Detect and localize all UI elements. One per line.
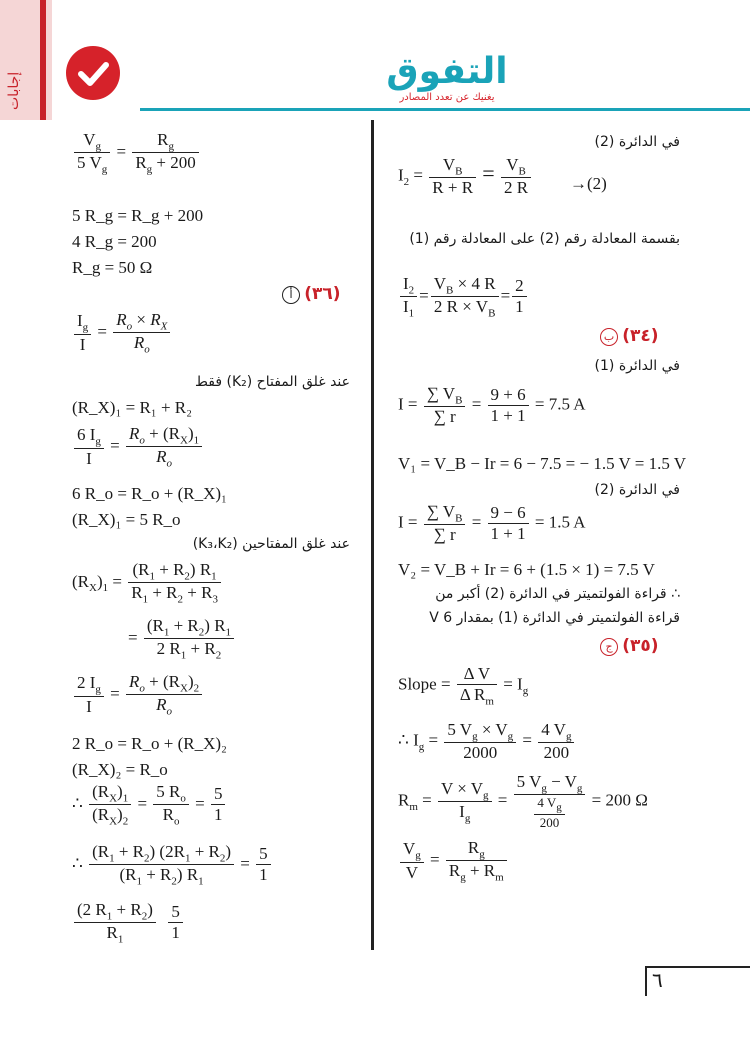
eq-rg3: R_g = 50 Ω (72, 258, 153, 277)
eq-vg-v: $\frac{V_g}{V}$ = $\frac{R_g}{R_g + R_m}$ (398, 838, 509, 884)
eq-r-ratio: ∴ $\frac{(R_1 + R_2) (2R_1 + R_2)}{(R_1 + R_2) R_1}$ = $\frac{5}{1}$ (72, 842, 273, 888)
q36-number: (٣٦) (304, 284, 341, 304)
header-rule (140, 108, 750, 111)
eq-current1: I = $\frac{\sum V_B}{\sum r}$ = $\frac{9 + 6}{1 + 1}$ = 7.5 A (398, 384, 586, 427)
logo-tagline: يغنيك عن تعدد المصادر (399, 92, 495, 103)
eq-rx1: (R_X)₁ = R₁ + R₂ (72, 398, 193, 417)
eq-2ig: $\frac{2 I_g}{I}$ = $\frac{R_o + (R_X)_2}{R_o}$ (72, 672, 204, 718)
eq-6ig: $\frac{6 I_g}{I}$ = $\frac{R_o + (R_X)_1}{R_o}$ (72, 424, 204, 470)
eq-rx-ratio: ∴ $\frac{(R_X)_1}{(R_X)_2}$ = $\frac{5 R_o}{R_o}$ = $\frac{5}{1}$ (72, 782, 227, 828)
eq-current2: I = $\frac{\sum V_B}{\sum r}$ = $\frac{9 - 6}{1 + 1}$ = 1.5 A (398, 502, 586, 545)
q35-number: (٣٥) (622, 636, 659, 656)
eq-final: $\frac{(2 R_1 + R_2)}{R_1}$ $\frac{5}{1}$ (72, 900, 185, 946)
page-number: ٦ (652, 968, 663, 992)
eq-rg1: 5 R_g = R_g + 200 (72, 206, 204, 225)
eq-ro4: (R_X)₂ = R_o (72, 760, 168, 779)
eq-ratio: $\frac{I_2}{I_1}$ = $\frac{V_B \times 4 R}{2 R \times V_B}$ = $\frac{2}{1}$ (398, 274, 529, 320)
logo-title: التفوق (386, 51, 508, 92)
q34-option: ب (600, 328, 618, 346)
q34-number: (٣٤) (622, 326, 659, 346)
eq-ig: ∴ $I_g$ = $\frac{5 V_g \times V_g}{2000}$ = $\frac{4 V_g}{200}$ (398, 720, 576, 763)
eq-v1: V₁ = V_B − Ir = 6 − 7.5 = − 1.5 V = 1.5 V (398, 454, 687, 473)
k2-note: عند غلق المفتاح (K₂) فقط (194, 374, 350, 390)
eq-slope: Slope = $\frac{\text{Δ V}}{\Delta R_m}$ = $I_g$ (398, 664, 529, 708)
eq-v2: V₂ = V_B + Ir = 6 + (1.5 × 1) = 7.5 V (398, 560, 655, 579)
divide-note: بقسمة المعادلة رقم (2) على المعادلة رقم (1) (409, 231, 680, 247)
check-icon (66, 46, 120, 100)
eq-ro3: 2 R_o = R_o + (R_X)₂ (72, 734, 227, 753)
q34-heading (600, 326, 659, 346)
circuit1-label: في الدائرة (1) (594, 358, 680, 374)
eq-rx1-simplified: = $\frac{(R_1 + R_2) R_1}{2 R_1 + R_2}$ (128, 616, 236, 662)
q36-option: أ (282, 286, 300, 304)
eq-ig-i: $\frac{I_g}{I}$ = $\frac{R_o \times R_X}{R_o}$ (72, 310, 172, 356)
eq-rg2: 4 R_g = 200 (72, 232, 157, 251)
q35-heading (600, 636, 659, 656)
eq-rx1-full: $(R_X)_1$ = $\frac{(R_1 + R_2) R_1}{R_1 + R_2 + R_3}$ (72, 560, 223, 606)
q36-heading (282, 284, 341, 304)
conclusion-line2: قراءة الفولتميتر في الدائرة (1) بمقدار 6 V (429, 610, 680, 626)
footer-rule-vertical (645, 966, 647, 996)
conclusion-line1: ∴ قراءة الفولتميتر في الدائرة (2) أكبر من (435, 586, 680, 602)
eq-i2: $I_2$ = $\frac{V_B}{R + R}$ = $\frac{V_B}{2 R}$ (398, 155, 533, 198)
column-divider (371, 120, 374, 950)
side-tab-bar (40, 0, 46, 120)
circuit2-label: في الدائرة (2) (594, 134, 680, 150)
eq-ro2: (R_X)₁ = 5 R_o (72, 510, 181, 529)
k3k2-note: عند غلق المفتاحين (K₃،K₂) (192, 536, 350, 552)
circuit2b-label: في الدائرة (2) (594, 482, 680, 498)
side-tab-label: إجابات (6, 71, 22, 110)
eq-ref-2: →(2) (570, 174, 607, 193)
eq-rm: $R_m$ = $\frac{V \times V_g}{I_g}$ = $\frac{5 V_g - V_g}{\frac{4 V_g}{200}}$ = 200 Ω (398, 772, 648, 830)
q35-option: ج (600, 638, 618, 656)
eq-ro1: 6 R_o = R_o + (R_X)₁ (72, 484, 227, 503)
brand-logo (372, 52, 522, 112)
eq-vg-5vg: $\frac{V_g}{5 V_g}$ = $\frac{R_g}{R_g + 200}$ (72, 130, 201, 176)
